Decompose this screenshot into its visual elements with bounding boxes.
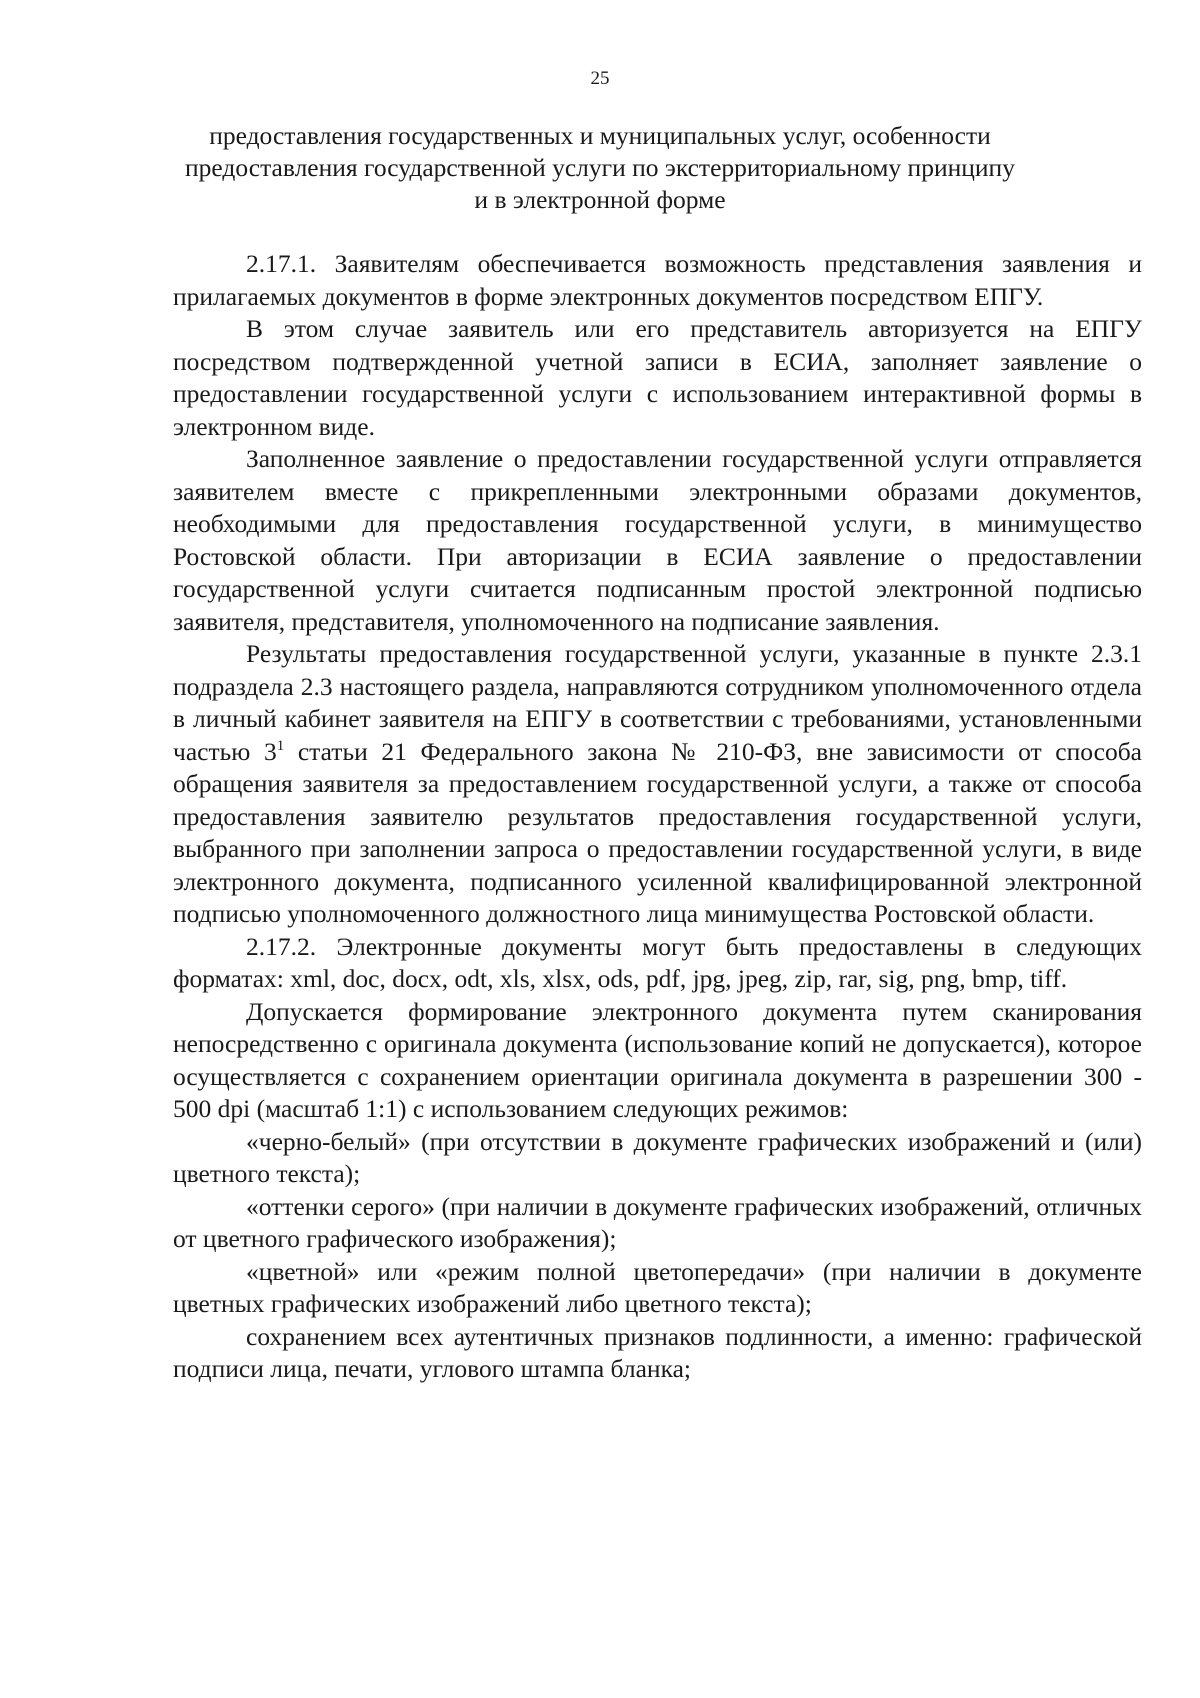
paragraph-submission: Заполненное заявление о предоставлении государственной услуги отправляется заявителем вместе с прикрепленными электронными образами документов, необходимыми для предоставления государственной услуги, в минимущество Ростовской области. При авторизации в ЕСИА заявление о предоставлении государственной услуги считается подписанным простой электронной подписью заявителя, представителя, уполномоченного на подписание заявления. — [173, 444, 1142, 636]
section-heading-line: предоставления государственных и муниципальных услуг, особенности — [209, 121, 991, 150]
section-heading-line: и в электронной форме — [474, 185, 726, 214]
section-heading — [160, 120, 1040, 216]
paragraph-results — [173, 638, 1142, 931]
paragraph-authenticity: сохранением всех аутентичных признаков подлинности, а именно: графической подписи лица, печати, углового штампа бланка; — [173, 1321, 1142, 1383]
paragraph-2-17-1: 2.17.1. Заявителям обеспечивается возможность представления заявления и прилагаемых документов в форме электронных документов посредством ЕПГУ. — [173, 249, 1142, 311]
paragraph-results-text-continued: статьи 21 Федерального закона № 210-ФЗ, вне зависимости от способа обращения заявителя за предоставлением государственной услуги, а также от способа предоставления заявителю результатов предоставления государственной услуги, выбранного при заполнении запроса о предоставлении государственной услуги, в виде электронного документа, подписанного усиленной квалифицированной электронной подписью уполномоченного должностного лица минимущества Ростовской области. — [173, 736, 1142, 928]
paragraph-mode-grayscale: «оттенки серого» (при наличии в документе графических изображений, отличных от цветного графического изображения); — [173, 1191, 1142, 1253]
paragraph-authorization: В этом случае заявитель или его представитель авторизуется на ЕПГУ посредством подтвержденной учетной записи в ЕСИА, заполняет заявление о предоставлении государственной услуги с использованием интерактивной формы в электронном виде. — [173, 314, 1142, 441]
document-body — [173, 248, 1142, 1386]
paragraph-mode-color: «цветной» или «режим полной цветопередачи» (при наличии в документе цветных графических изображений либо цветного текста); — [173, 1256, 1142, 1318]
paragraph-results-text: Результаты предоставления государственной услуги, указанные в пункте 2.3.1 подраздела 2.3 настоящего раздела, направляются сотрудником уполномоченного отдела в личный кабинет заявителя на ЕПГУ в соответствии с требованиями, установленными частью 3 — [173, 639, 1142, 766]
section-heading-line: предоставления государственной услуги по экстерриториальному принципу — [185, 153, 1015, 182]
paragraph-mode-black-white: «черно-белый» (при отсутствии в документе графических изображений и (или) цветного текста); — [173, 1126, 1142, 1188]
paragraph-2-17-2: 2.17.2. Электронные документы могут быть предоставлены в следующих форматах: xml, doc, docx, odt, xls, xlsx, ods, pdf, jpg, jpeg, zip, rar, sig, png, bmp, tiff. — [173, 931, 1142, 993]
superscript-footnote: 1 — [276, 737, 285, 754]
page-number: 25 — [590, 68, 610, 89]
paragraph-scanning: Допускается формирование электронного документа путем сканирования непосредственно с оригинала документа (использование копий не допускается), которое осуществляется с сохранением ориентации оригинала документа в разрешении 300 - 500 dpi (масштаб 1:1) с использованием следующих режимов: — [173, 996, 1142, 1123]
